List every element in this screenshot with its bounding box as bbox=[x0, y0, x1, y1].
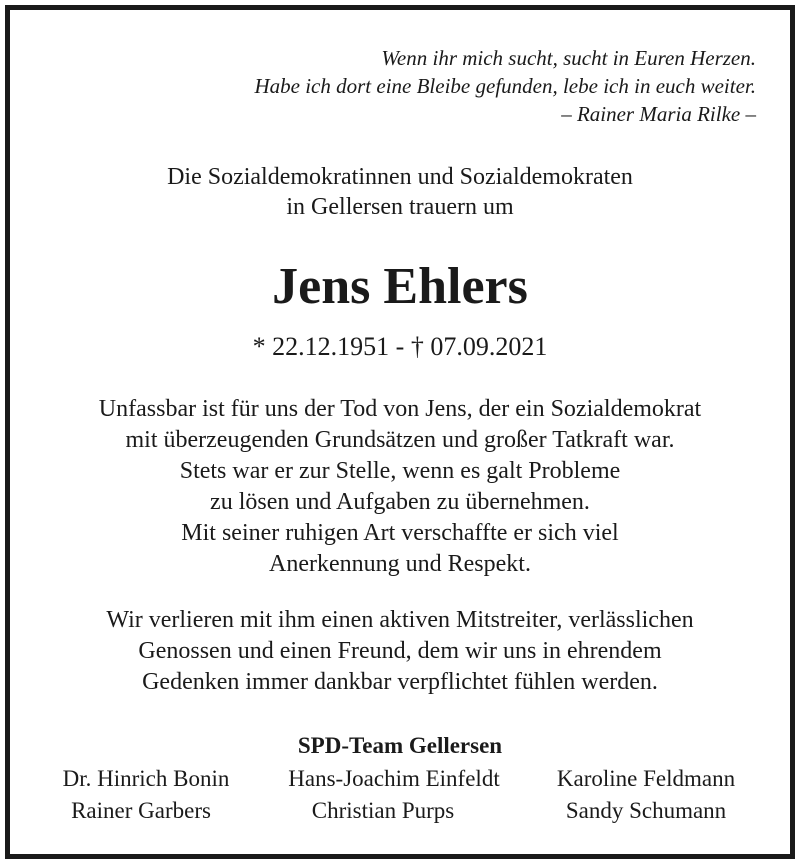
deceased-name: Jens Ehlers bbox=[272, 258, 528, 315]
team-member: Hans-Joachim Einfeldt bbox=[288, 766, 500, 791]
tribute-line: Wir verlieren mit ihm einen aktiven Mitstreiter, verlässlichen bbox=[106, 607, 694, 633]
tribute-line: Mit seiner ruhigen Art verschaffte er sich viel bbox=[181, 520, 619, 546]
intro-line-1: Die Sozialdemokratinnen und Sozialdemokraten bbox=[167, 164, 633, 190]
tribute-paragraph-2 bbox=[0, 605, 800, 698]
tribute-line: Stets war er zur Stelle, wenn es galt Probleme bbox=[179, 458, 621, 484]
tribute-line: Anerkennung und Respekt. bbox=[269, 551, 531, 577]
intro-text bbox=[0, 162, 800, 222]
team-title: SPD-Team Gellersen bbox=[297, 733, 503, 758]
team-member: Christian Purps bbox=[311, 798, 455, 823]
quote-line-1: Wenn ihr mich sucht, sucht in Euren Herzen. bbox=[381, 46, 756, 70]
team-member: Karoline Feldmann bbox=[556, 766, 736, 791]
team-member: Dr. Hinrich Bonin bbox=[62, 766, 230, 791]
tribute-line: Gedenken immer dankbar verpflichtet fühlen werden. bbox=[142, 669, 658, 695]
life-dates: * 22.12.1951 - † 07.09.2021 bbox=[252, 332, 548, 361]
tribute-line: Genossen und einen Freund, dem wir uns in ehrendem bbox=[138, 638, 662, 664]
team-member: Sandy Schumann bbox=[565, 798, 727, 823]
team-member: Rainer Garbers bbox=[71, 798, 211, 823]
quote-line-2: Habe ich dort eine Bleibe gefunden, lebe ich in euch weiter. bbox=[254, 74, 756, 98]
tribute-line: Unfassbar ist für uns der Tod von Jens, der ein Sozialdemokrat bbox=[98, 396, 702, 422]
tribute-line: zu lösen und Aufgaben zu übernehmen. bbox=[210, 489, 590, 515]
rilke-quote bbox=[254, 44, 756, 128]
tribute-paragraph-1 bbox=[0, 394, 800, 580]
quote-attribution: – Rainer Maria Rilke – bbox=[561, 102, 756, 126]
intro-line-2: in Gellersen trauern um bbox=[286, 194, 514, 220]
tribute-line: mit überzeugenden Grundsätzen und großer Tatkraft war. bbox=[125, 427, 675, 453]
